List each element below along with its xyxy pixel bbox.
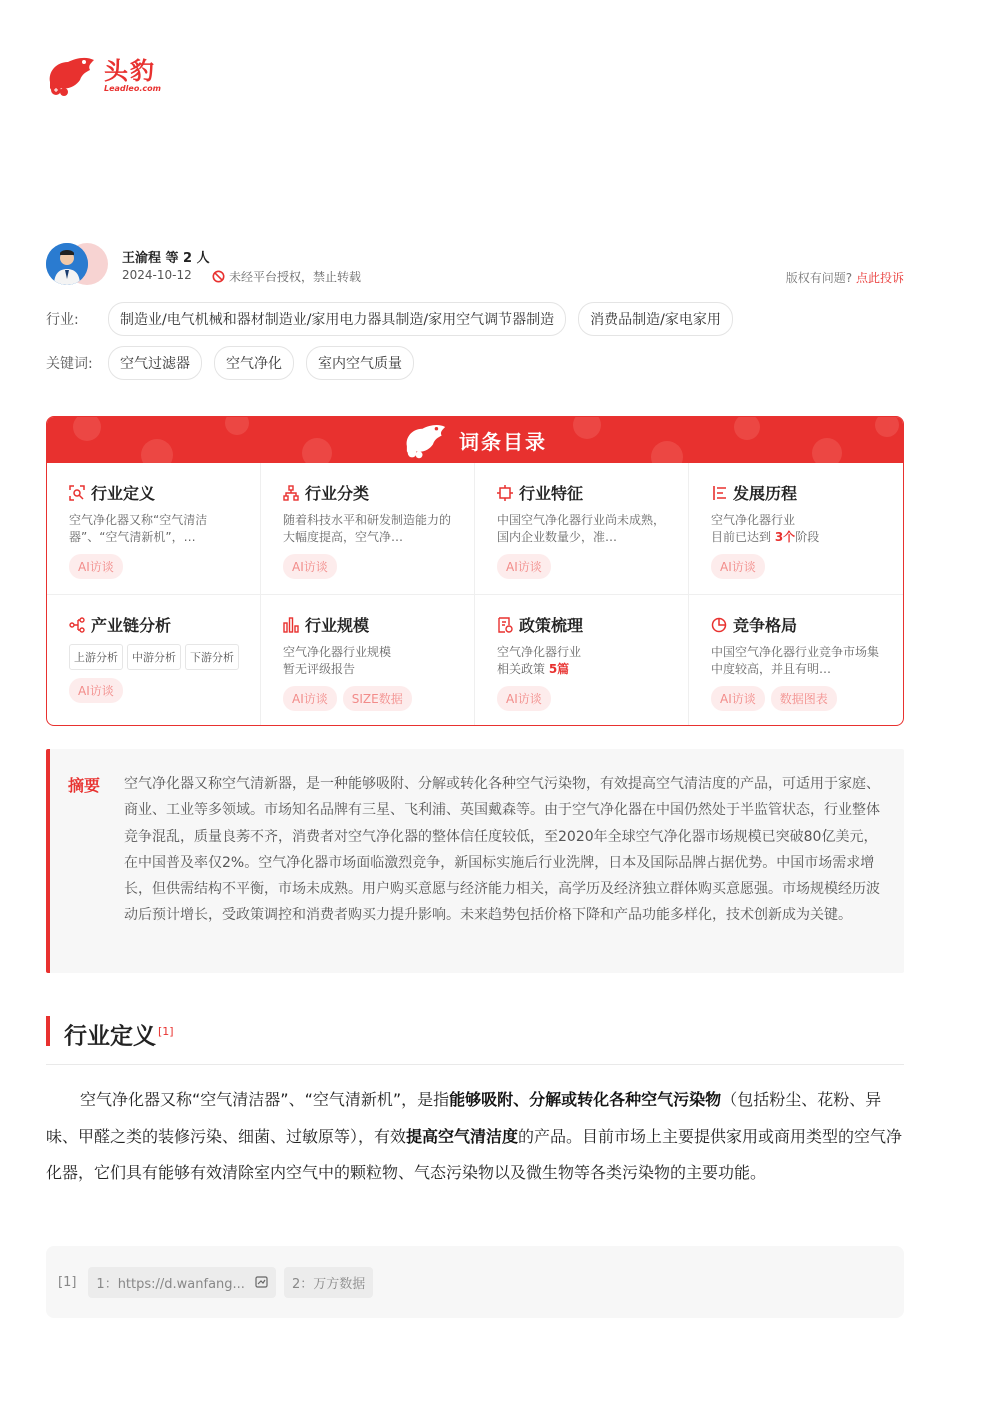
toc-item-industry-chain[interactable] — [47, 595, 261, 726]
author-row — [46, 243, 904, 289]
toc-title: 词条目录 — [459, 429, 547, 454]
author-names[interactable]: 王渝程 等 2 人 — [122, 251, 210, 266]
chain-boxes — [69, 644, 260, 670]
summary-label: 摘要 — [68, 776, 101, 795]
ai-interview-pill[interactable]: AI访谈 — [69, 678, 123, 703]
section-divider — [46, 1064, 904, 1065]
toc-item-desc — [711, 512, 883, 546]
data-chart-pill[interactable]: 数据图表 — [771, 686, 837, 711]
reference-item[interactable] — [88, 1267, 276, 1298]
toc-item-competition[interactable] — [689, 595, 903, 726]
brand-name: 头豹 — [104, 56, 156, 85]
toc-item-features[interactable] — [475, 463, 689, 595]
external-link-icon — [255, 1276, 268, 1288]
author-avatars[interactable] — [46, 243, 110, 287]
citation-ref[interactable]: [1] — [158, 1025, 174, 1038]
keyword-tag[interactable]: 空气净化 — [214, 346, 294, 380]
brand-domain: Leadleo.com — [104, 83, 161, 93]
keywords-label: 关键词: — [46, 356, 93, 372]
toc-item-title: 行业分类 — [305, 484, 370, 503]
stage-count: 3个 — [774, 530, 796, 544]
person-avatar-icon — [46, 243, 88, 285]
feature-icon — [497, 485, 513, 501]
toc-desc-line — [711, 529, 883, 546]
section-title — [64, 1016, 174, 1053]
midstream-analysis[interactable]: 中游分析 — [127, 644, 181, 670]
timeline-icon — [711, 485, 727, 501]
toc-desc-text: 阶段 — [795, 530, 820, 544]
keyword-tag[interactable]: 室内空气质量 — [306, 346, 414, 380]
toc-item-title: 产业链分析 — [91, 616, 172, 635]
toc-desc-line: 暂无评级报告 — [283, 662, 356, 676]
reference-item[interactable] — [284, 1267, 373, 1298]
leopard-logo-icon — [46, 52, 98, 98]
toc-desc-text: 目前已达到 — [711, 530, 775, 544]
toc-header — [47, 417, 903, 463]
reference-text: 2：万方数据 — [291, 1276, 366, 1292]
publish-date: 2024-10-12 — [122, 268, 192, 282]
toc-item-title: 政策梳理 — [519, 616, 584, 635]
keywords-row — [46, 346, 414, 380]
ai-interview-pill[interactable]: AI访谈 — [497, 554, 551, 579]
para-text: 空气净化器又称“空气清洁器”、“空气清新机”，是指 — [80, 1090, 450, 1109]
chain-icon — [69, 617, 85, 633]
search-doc-icon — [69, 485, 85, 501]
no-copy-notice — [212, 268, 361, 285]
ai-interview-pill[interactable]: AI访谈 — [711, 686, 765, 711]
toc-item-market-size[interactable] — [261, 595, 475, 726]
toc-item-desc: 中国空气净化器行业竞争市场集中度较高，并且有明… — [711, 645, 880, 676]
toc-desc-line: 空气净化器行业 — [497, 645, 582, 659]
toc-desc-line — [497, 661, 669, 678]
toc-item-title: 行业特征 — [519, 484, 584, 503]
copyright-notice — [786, 269, 904, 286]
avatar[interactable] — [46, 243, 88, 285]
toc-grid — [47, 463, 903, 726]
leopard-logo-icon — [403, 420, 449, 460]
summary-text: 空气净化器又称空气清新器，是一种能够吸附、分解或转化各种空气污染物，有效提高空气清洁度的产品，可适用于家庭、商业、工业等多领域。市场知名品牌有三星、飞利浦、英国戴森等。由于空气净化器在中国仍然处于半监管状态，行业整体竞争混乱，质量良莠不齐，消费者对空气净化器的整体信任度较低，至2020年全球空气净化器市场规模已突破80亿美元，在中国普及率仅2%。空气净化器市场面临激烈竞争，新国标实施后行业洗牌，日本及国际品牌占据优势。中国市场需求增长，但供需结构不平衡，市场未成熟。用户购买意愿与经济能力相关，高学历及经济独立群体购买意愿强。市场规模经历波动后预计增长，受政策调控和消费者购买力提升影响。未来趋势包括价格下降和产品功能多样化，技术创新成为关键。 — [124, 776, 880, 924]
industry-label: 行业: — [46, 312, 79, 328]
policy-count: 5篇 — [548, 662, 570, 676]
definition-paragraph — [46, 1082, 906, 1192]
size-data-pill[interactable]: SIZE数据 — [343, 686, 412, 711]
table-of-contents — [46, 416, 904, 726]
toc-item-desc: 随着科技水平和研发制造能力的大幅度提高，空气净… — [283, 513, 452, 544]
para-bold: 能够吸附、分解或转化各种空气污染物 — [449, 1090, 722, 1109]
toc-item-title: 发展历程 — [733, 484, 798, 503]
toc-desc-line: 空气净化器行业规模 — [283, 645, 392, 659]
report-link[interactable]: 点此投诉 — [855, 271, 904, 285]
reference-number: [1] — [58, 1274, 77, 1290]
toc-desc-line: 空气净化器行业 — [711, 513, 796, 527]
summary-box — [46, 749, 904, 973]
ai-interview-pill[interactable]: AI访谈 — [69, 554, 123, 579]
prohibited-icon — [212, 270, 225, 283]
para-bold: 提高空气清洁度 — [406, 1126, 519, 1146]
upstream-analysis[interactable]: 上游分析 — [69, 644, 123, 670]
pie-icon — [711, 617, 727, 633]
toc-desc-text: 相关政策 — [497, 662, 549, 676]
toc-item-desc — [497, 644, 669, 678]
ai-interview-pill[interactable]: AI访谈 — [711, 554, 765, 579]
toc-item-title: 竞争格局 — [733, 616, 798, 635]
no-copy-text: 未经平台授权，禁止转载 — [229, 270, 362, 284]
ai-interview-pill[interactable]: AI访谈 — [283, 554, 337, 579]
section-accent-bar — [46, 1016, 50, 1046]
toc-item-title: 行业规模 — [305, 616, 370, 635]
copyright-question: 版权有问题? — [785, 271, 853, 285]
industry-row — [46, 302, 733, 336]
keyword-tag[interactable]: 空气过滤器 — [108, 346, 202, 380]
section-heading — [46, 1016, 174, 1053]
brand-logo[interactable] — [46, 52, 161, 98]
toc-item-desc: 空气净化器又称“空气清洁器”、“空气清新机”，… — [69, 513, 208, 544]
ai-interview-pill[interactable]: AI访谈 — [497, 686, 551, 711]
downstream-analysis[interactable]: 下游分析 — [185, 644, 239, 670]
reference-text: 1：https://d.wanfang... — [96, 1276, 245, 1292]
section-title-text: 行业定义 — [64, 1023, 156, 1050]
toc-item-desc: 中国空气净化器行业尚未成熟，国内企业数量少，准… — [497, 513, 666, 544]
industry-tag[interactable]: 制造业/电气机械和器材制造业/家用电力器具制造/家用空气调节器制造 — [108, 302, 566, 336]
policy-icon — [497, 617, 513, 633]
bar-chart-icon — [283, 617, 299, 633]
industry-tag[interactable]: 消费品制造/家电家用 — [578, 302, 733, 336]
para-text: 的产品。目前市场上主要提供家用或商用类型的空气净化器，它们具有能够有效清除室内空气中的颗粒物、气态污染物以及微生物等各类污染物的主要功能。 — [46, 1126, 903, 1182]
toc-item-policy[interactable] — [475, 595, 689, 726]
toc-item-definition[interactable] — [47, 463, 261, 595]
para-text: （包括粉尘、花粉、异味、甲醛之类的装修污染、细菌、过敏原等），有效 — [46, 1090, 882, 1146]
toc-item-desc — [283, 644, 455, 678]
toc-item-classification[interactable] — [261, 463, 475, 595]
toc-item-history[interactable] — [689, 463, 903, 595]
ai-interview-pill[interactable]: AI访谈 — [283, 686, 337, 711]
references-box — [46, 1246, 904, 1318]
toc-item-title: 行业定义 — [91, 484, 156, 503]
hierarchy-icon — [283, 485, 299, 501]
